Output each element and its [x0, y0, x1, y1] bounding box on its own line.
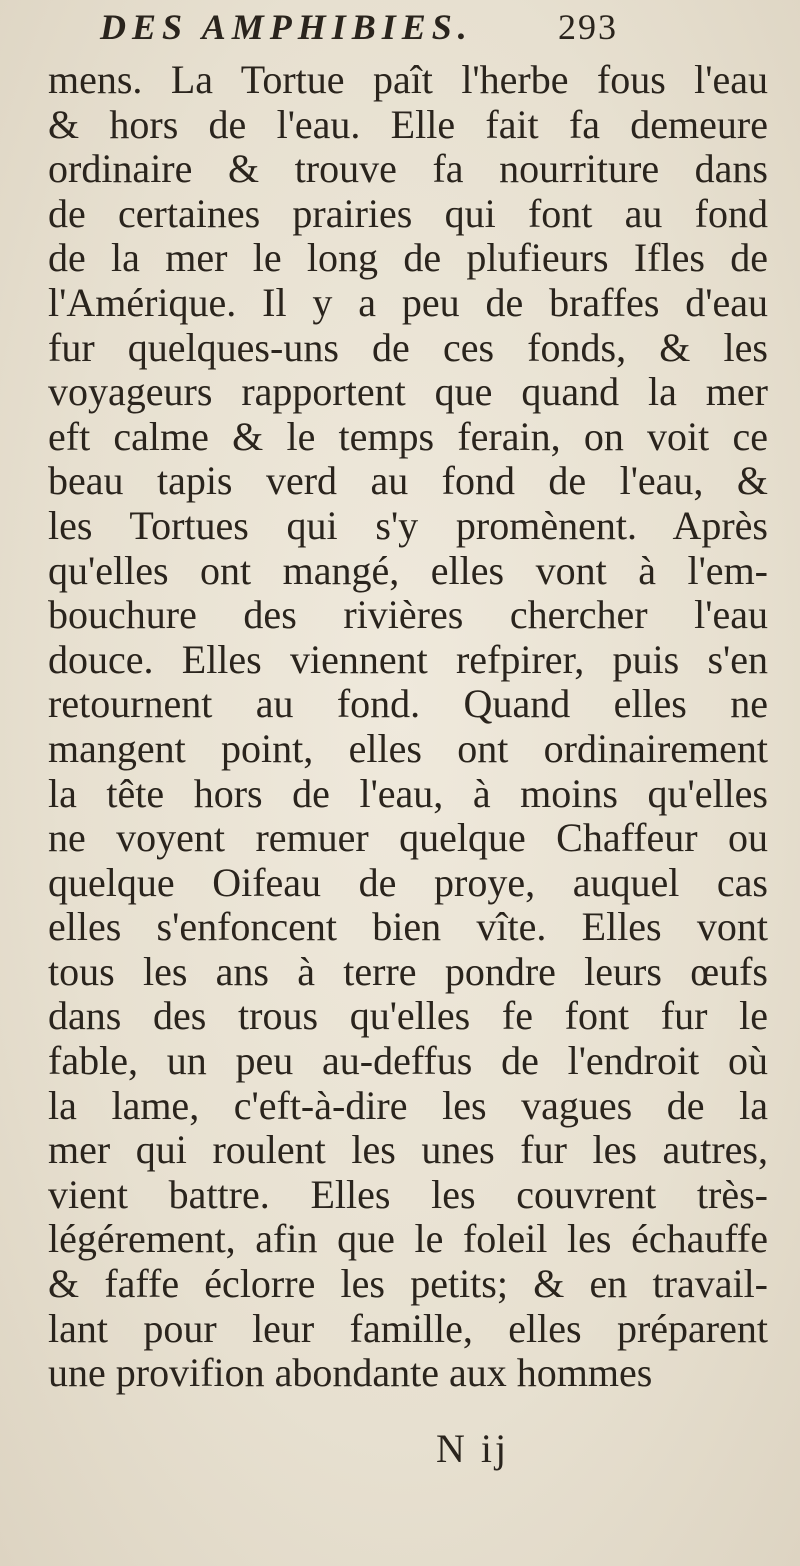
text-line: bouchure des rivières chercher l'eau — [48, 592, 768, 638]
signature-mark: N ij — [436, 1426, 510, 1471]
text-line: & hors de l'eau. Elle fait fa demeure — [48, 101, 768, 147]
text-line: fable, un peu au-deffus de l'endroit où — [48, 1038, 768, 1084]
text-line: les Tortues qui s'y promènent. Après — [48, 502, 768, 548]
text-line: eft calme & le temps ferain, on voit ce — [48, 413, 768, 459]
text-line: & faffe éclorre les petits; & en travail- — [48, 1261, 768, 1307]
text-line: dans des trous qu'elles fe font fur le — [48, 993, 768, 1039]
text-line: mer qui roulent les unes fur les autres, — [48, 1127, 768, 1173]
text-line: quelque Oifeau de proye, auquel cas — [48, 859, 768, 905]
text-line: de certaines prairies qui font au fond — [48, 190, 768, 236]
text-line: la tête hors de l'eau, à moins qu'elles — [48, 770, 768, 816]
text-line: lant pour leur famille, elles préparent — [48, 1305, 768, 1351]
text-line: une provifion abondante aux hommes — [48, 1350, 653, 1396]
text-line: fur quelques-uns de ces fonds, & les — [48, 324, 768, 370]
text-line: qu'elles ont mangé, elles vont à l'em- — [48, 547, 768, 593]
text-line: vient battre. Elles les couvrent très- — [48, 1171, 768, 1217]
text-line: voyageurs rapportent que quand la mer — [48, 369, 768, 415]
text-line: mens. La Tortue paît l'herbe fous l'eau — [48, 57, 768, 102]
running-head — [100, 6, 660, 56]
text-line: de la mer le long de plufieurs Ifles de — [48, 235, 768, 281]
text-line: la lame, c'eft-à-dire les vagues de la — [48, 1082, 768, 1128]
text-line: douce. Elles viennent refpirer, puis s'en — [48, 636, 768, 682]
running-title: DES AMPHIBIES. — [100, 7, 473, 47]
text-line: retournent au fond. Quand elles ne — [48, 681, 768, 727]
body-text — [48, 58, 768, 1396]
text-line: tous les ans à terre pondre leurs œufs — [48, 948, 768, 994]
text-line: ordinaire & trouve fa nourriture dans — [48, 146, 768, 192]
page-number: 293 — [558, 7, 618, 47]
text-line: ne voyent remuer quelque Chaffeur ou — [48, 815, 768, 861]
text-line: légérement, afin que le foleil les échauffe — [48, 1216, 768, 1262]
text-line: l'Amérique. Il y a peu de braffes d'eau — [48, 279, 768, 325]
text-line: mangent point, elles ont ordinairement — [48, 725, 768, 771]
text-line: elles s'enfoncent bien vîte. Elles vont — [48, 904, 768, 950]
text-line: beau tapis verd au fond de l'eau, & — [48, 458, 768, 504]
